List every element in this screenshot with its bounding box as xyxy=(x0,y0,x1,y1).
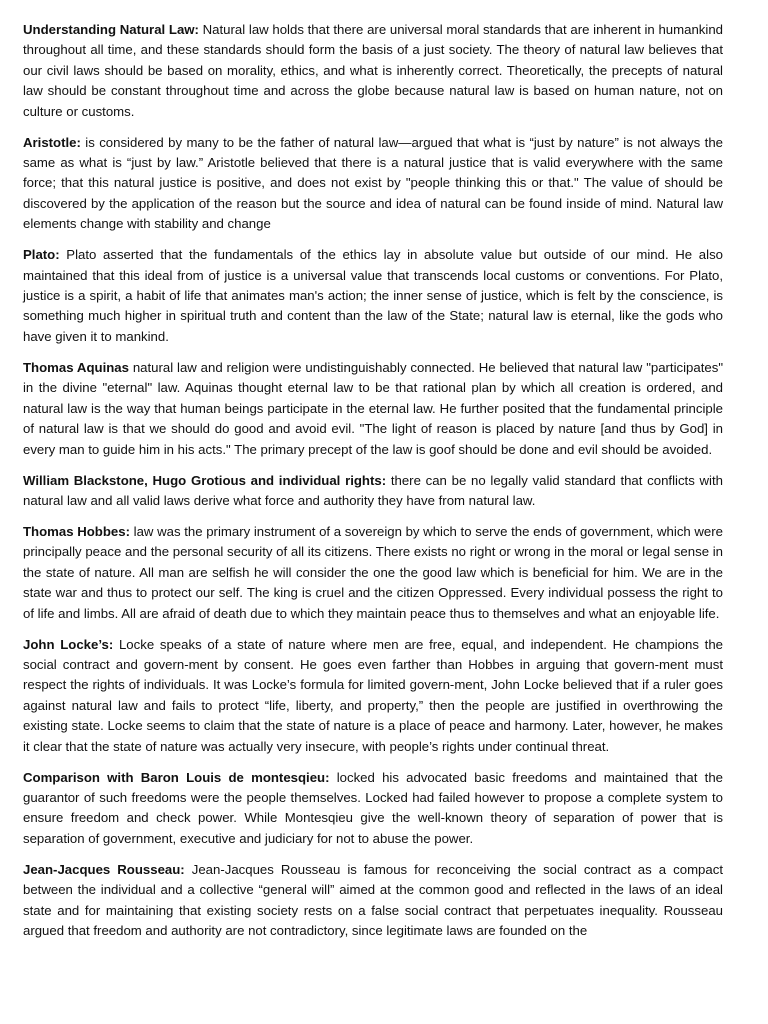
body-montesqieu: locked his advocated basic freedoms and maintained that the guarantor of such freedoms were the people themselves. Locked had failed however to propose a complete system to ensure freedom and check power. While Montesqieu give the well-known theory of separation of power that is separation of government, executive and judiciary for not to abuse the power. xyxy=(23,769,723,846)
heading-rousseau: Jean-Jacques Rousseau: xyxy=(23,861,185,877)
body-aquinas: natural law and religion were undistinguishably connected. He believed that natural law "participates" in the divine "eternal" law. Aquinas thought eternal law to be that rational plan by which all creation is ordered, and natural law is the way that human beings participate in the eternal law. He further posited that the fundamental principle of natural law is that we should do good and avoid evil. "The light of reason is placed by nature [and thus by God] in every man to guide him in his acts." The primary precept of the law is goof should be done and evil should be avoided. xyxy=(23,359,723,457)
paragraph-blackstone-grotious xyxy=(23,471,723,512)
body-aristotle: is considered by many to be the father of natural law—argued that what is “just by nature” is not always the same as what is “just by law.” Aristotle believed that there is a natural justice that is valid everywhere with the same force; that this natural justice is positive, and does not exist by "people thinking this or that." The value of should be discovered by the application of the reason but the source and idea of natural can be found inside of mind. Natural law elements change with stability and change xyxy=(23,134,723,232)
paragraph-hobbes xyxy=(23,522,723,624)
heading-aristotle: Aristotle: xyxy=(23,134,81,150)
body-locke: Locke speaks of a state of nature where men are free, equal, and independent. He champions the social contract and govern-ment by consent. He goes even farther than Hobbes in arguing that govern-ment must respect the rights of individuals. It was Locke’s formula for limited govern-ment, John Locke believed that if a ruler goes against natural law and fails to protect “life, liberty, and property,” then the people are justified in overthrowing the existing state. Locke seems to claim that the state of nature is a place of peace and harmony. Later, however, he makes it clear that the state of nature was actually very insecure, with people’s rights under continual threat. xyxy=(23,636,723,754)
heading-montesqieu: Comparison with Baron Louis de montesqieu: xyxy=(23,769,330,785)
heading-plato: Plato: xyxy=(23,247,60,263)
paragraph-aquinas xyxy=(23,358,723,460)
body-rousseau: Jean-Jacques Rousseau is famous for reconceiving the social contract as a compact between the individual and a collective “general will” aimed at the common good and reflected in the laws of an ideal state and for maintaining that existing society rests on a false social contract that perpetuates inequality. Rousseau argued that freedom and authority are not contradictory, since legitimate laws are founded on the xyxy=(23,861,723,938)
body-natural-law: Natural law holds that there are universal moral standards that are inherent in humankind throughout all time, and these standards should form the basis of a just society. The theory of natural law believes that our civil laws should be based on morality, ethics, and what is inherently correct. Theoretically, the precepts of natural law should be constant throughout time and across the globe because natural law is based on human nature, not on culture or customs. xyxy=(23,22,723,119)
paragraph-montesqieu xyxy=(23,768,723,850)
paragraph-natural-law xyxy=(23,20,723,122)
paragraph-aristotle xyxy=(23,133,723,235)
heading-natural-law: Understanding Natural Law: xyxy=(23,22,199,37)
paragraph-rousseau xyxy=(23,860,723,942)
paragraph-locke xyxy=(23,635,723,757)
paragraph-plato xyxy=(23,245,723,347)
document-page xyxy=(23,20,723,952)
body-plato: Plato asserted that the fundamentals of the ethics lay in absolute value but outside of our mind. He also maintained that this ideal from of justice is a universal value that transcends local customs or conventions. For Plato, justice is a spirit, a habit of life that animates man's action; the inner sense of justice, which is felt by the conscience, is something much higher in spiritual truth and content than the law of the State; natural law is eternal, like the gods who have given it to mankind. xyxy=(23,247,723,344)
heading-aquinas: Thomas Aquinas xyxy=(23,359,129,375)
body-hobbes: law was the primary instrument of a sovereign by which to serve the ends of government, which were principally peace and the personal security of all its citizens. There exists no right or wrong in the moral or legal sense in the state of nature. All man are selfish he will consider the one the good law which is beneficial for him. We are in the state war and thus to protect our self. The king is cruel and the citizen Oppressed. Every individual possess the right to of life and limbs. All are afraid of death due to which they maintain peace thus to themselves and what an enjoyable life. xyxy=(23,523,723,621)
heading-locke: John Locke’s: xyxy=(23,636,114,652)
body-blackstone-grotious: there can be no legally valid standard that conflicts with natural law and all valid laws derive what force and authority they have from natural law. xyxy=(23,472,723,508)
heading-hobbes: Thomas Hobbes: xyxy=(23,523,130,539)
heading-blackstone-grotious: William Blackstone, Hugo Grotious and individual rights: xyxy=(23,472,387,488)
